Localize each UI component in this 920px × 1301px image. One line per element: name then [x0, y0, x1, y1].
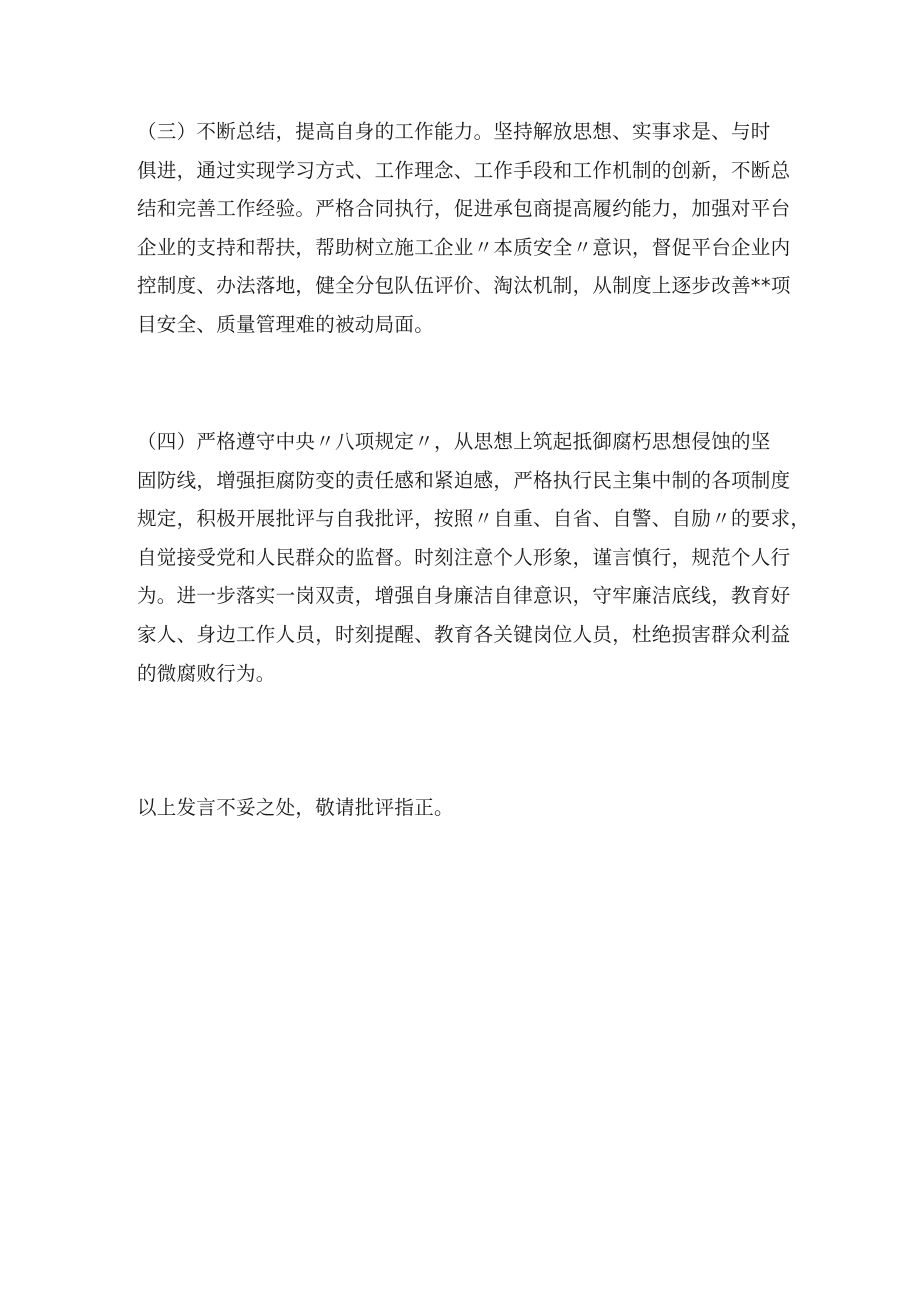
- paragraph-line: 为。进一步落实一岗双责，增强自身廉洁自律意识，守牢廉洁底线，教育好: [137, 584, 791, 608]
- paragraph-line: （四）严格遵守中央〃八项规定〃，从思想上筑起抵御腐朽思想侵蚀的坚: [137, 430, 771, 453]
- paragraph-line: 目安全、质量管理难的被动局面。: [137, 312, 435, 336]
- paragraph-line: 固防线，增强拒腐防变的责任感和紧迫感，严格执行民主集中制的各项制度: [137, 468, 791, 492]
- paragraph-line: （三）不断总结，提高自身的工作能力。坚持解放思想、实事求是、与时: [137, 120, 771, 143]
- paragraph-section-four: [137, 423, 811, 693]
- paragraph-line: 自觉接受党和人民群众的监督。时刻注意个人形象，谨言慎行，规范个人行: [137, 545, 791, 569]
- paragraph-line: 的微腐败行为。: [137, 661, 276, 685]
- paragraph-line: 俱进，通过实现学习方式、工作理念、工作手段和工作机制的创新，不断总: [137, 158, 791, 182]
- closing-remark: [137, 789, 791, 828]
- paragraph-line: 规定，积极开展批评与自我批评，按照〃自重、自省、自警、自励〃的要求，: [137, 507, 811, 531]
- closing-line: 以上发言不妥之处，敬请批评指正。: [137, 796, 454, 819]
- paragraph-line: 家人、身边工作人员，时刻提醒、教育各关键岗位人员，杜绝损害群众利益: [137, 622, 791, 646]
- paragraph-line: 结和完善工作经验。严格合同执行，促进承包商提高履约能力，加强对平台: [137, 197, 791, 221]
- paragraph-line: 企业的支持和帮扶，帮助树立施工企业〃本质安全〃意识，督促平台企业内: [137, 235, 791, 259]
- paragraph-line: 控制度、办法落地，健全分包队伍评价、淘汰机制，从制度上逐步改善**项: [137, 274, 791, 298]
- paragraph-section-three: [137, 113, 791, 345]
